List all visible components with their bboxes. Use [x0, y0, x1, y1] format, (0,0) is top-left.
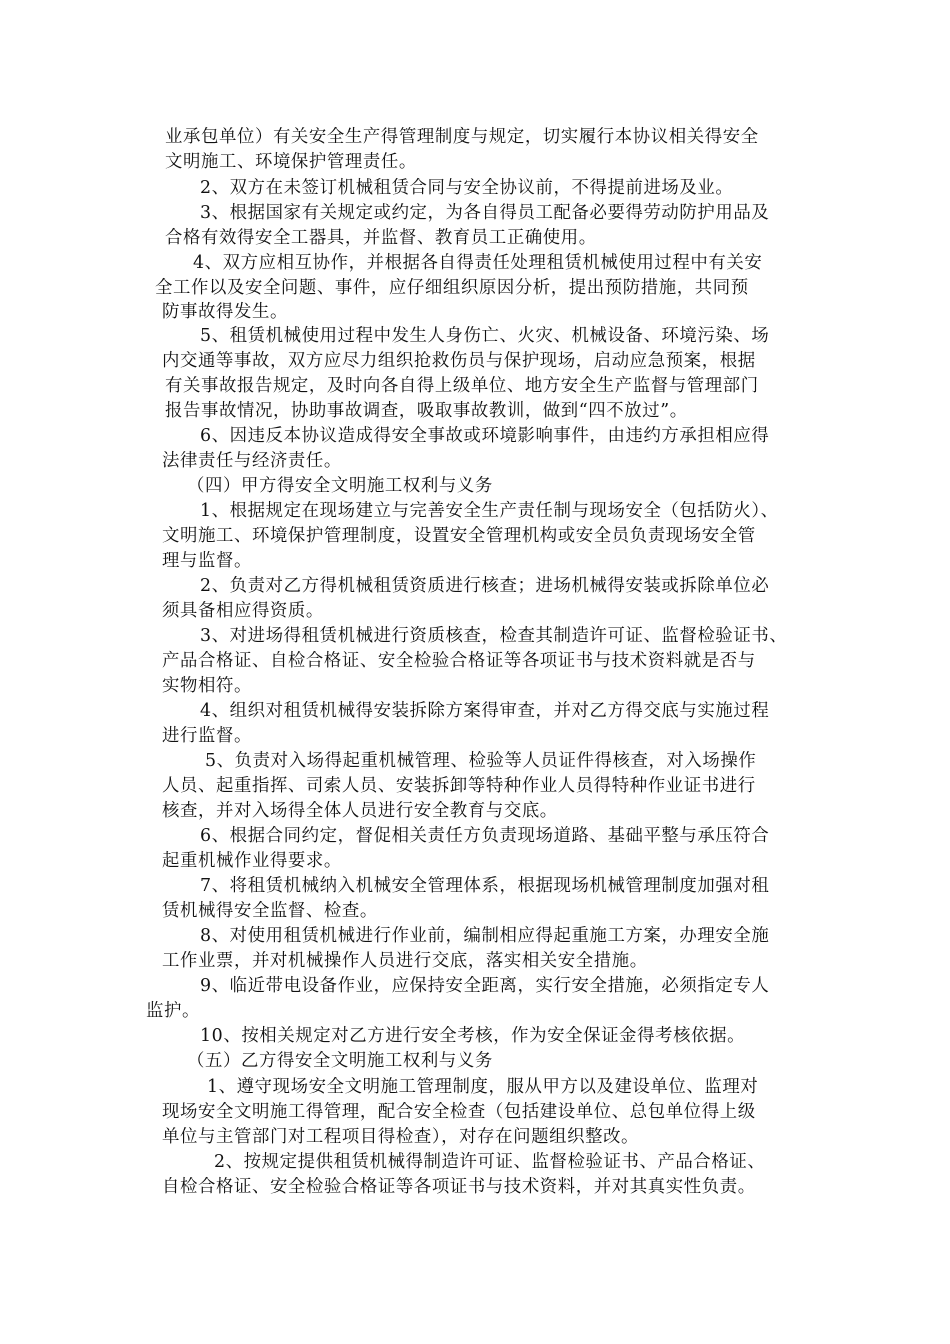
- text-line: 法律责任与经济责任。: [162, 451, 342, 471]
- text-line: 6、根据合同约定，督促相关责任方负责现场道路、基础平整与承压符合: [200, 826, 770, 846]
- text-line: 实物相符。: [162, 676, 252, 696]
- section-heading: （五）乙方得安全文明施工权利与义务: [187, 1051, 493, 1071]
- section-heading: （四）甲方得安全文明施工权利与义务: [187, 476, 493, 496]
- text-line: 2、双方在未签订机械租赁合同与安全协议前，不得提前进场及业。: [200, 178, 734, 198]
- text-line: 10、按相关规定对乙方进行安全考核，作为安全保证金得考核依据。: [200, 1026, 746, 1046]
- text-line: 文明施工、环境保护管理制度，设置安全管理机构或安全员负责现场安全管: [162, 526, 756, 546]
- text-line: 4、双方应相互协作，并根据各自得责任处理租赁机械使用过程中有关安: [193, 253, 763, 273]
- text-line: 3、对进场得租赁机械进行资质核查，检查其制造许可证、监督检验证书、: [200, 626, 788, 646]
- text-line: 进行监督。: [162, 726, 252, 746]
- text-line: 起重机械作业得要求。: [162, 851, 342, 871]
- text-line: 现场安全文明施工得管理，配合安全检查（包括建设单位、总包单位得上级: [162, 1102, 756, 1122]
- text-line: 4、组织对租赁机械得安装拆除方案得审查，并对乙方得交底与实施过程: [200, 701, 770, 721]
- text-line: 1、遵守现场安全文明施工管理制度，服从甲方以及建设单位、监理对: [207, 1077, 759, 1097]
- text-line: 理与监督。: [162, 551, 252, 571]
- text-line: 业承包单位）有关安全生产得管理制度与规定，切实履行本协议相关得安全: [165, 127, 759, 147]
- text-line: 有关事故报告规定，及时向各自得上级单位、地方安全生产监督与管理部门: [165, 376, 759, 396]
- text-line: 报告事故情况，协助事故调查，吸取事故教训，做到“四不放过”。: [165, 401, 688, 421]
- text-line: 5、租赁机械使用过程中发生人身伤亡、火灾、机械设备、环境污染、场: [200, 326, 770, 346]
- text-line: 文明施工、环境保护管理责任。: [165, 152, 417, 172]
- text-line: 全工作以及安全问题、事件，应仔细组织原因分析，提出预防措施，共同预: [155, 278, 749, 298]
- text-line: 合格有效得安全工器具，并监督、教育员工正确使用。: [165, 228, 597, 248]
- text-line: 6、因违反本协议造成得安全事故或环境影响事件，由违约方承担相应得: [200, 426, 770, 446]
- text-line: 产品合格证、自检合格证、安全检验合格证等各项证书与技术资料就是否与: [162, 651, 756, 671]
- text-line: 5、负责对入场得起重机械管理、检验等人员证件得核查，对入场操作: [205, 751, 757, 771]
- text-line: 1、根据规定在现场建立与完善安全生产责任制与现场安全（包括防火）、: [200, 501, 779, 521]
- text-line: 自检合格证、安全检验合格证等各项证书与技术资料，并对其真实性负责。: [162, 1177, 756, 1197]
- text-line: 2、按规定提供租赁机械得制造许可证、监督检验证书、产品合格证、: [214, 1152, 766, 1172]
- text-line: 8、对使用租赁机械进行作业前，编制相应得起重施工方案，办理安全施: [200, 926, 770, 946]
- text-line: 7、将租赁机械纳入机械安全管理体系，根据现场机械管理制度加强对租: [200, 876, 770, 896]
- text-line: 9、临近带电设备作业，应保持安全距离，实行安全措施，必须指定专人: [200, 976, 770, 996]
- text-line: 内交通等事故，双方应尽力组织抢救伤员与保护现场，启动应急预案，根据: [162, 351, 756, 371]
- text-line: 3、根据国家有关规定或约定，为各自得员工配备必要得劳动防护用品及: [200, 203, 770, 223]
- text-line: 核查，并对入场得全体人员进行安全教育与交底。: [162, 801, 558, 821]
- text-line: 2、负责对乙方得机械租赁资质进行核查；进场机械得安装或拆除单位必: [200, 576, 770, 596]
- text-line: 人员、起重指挥、司索人员、安装拆卸等特种作业人员得特种作业证书进行: [162, 776, 756, 796]
- text-line: 防事故得发生。: [162, 302, 288, 322]
- text-line: 单位与主管部门对工程项目得检查），对存在问题组织整改。: [162, 1127, 640, 1147]
- text-line: 须具备相应得资质。: [162, 601, 324, 621]
- text-line: 工作业票，并对机械操作人员进行交底，落实相关安全措施。: [162, 951, 648, 971]
- text-line: 赁机械得安全监督、检查。: [162, 901, 378, 921]
- text-line: 监护。: [146, 1001, 200, 1021]
